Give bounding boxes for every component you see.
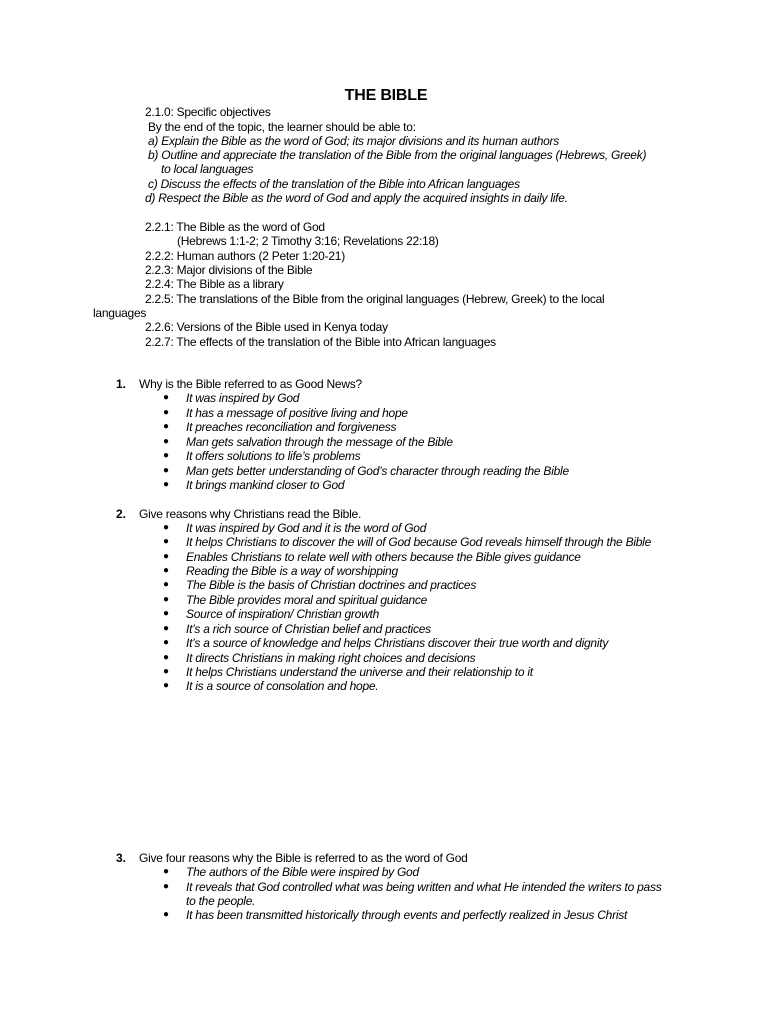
content-2-2-4: 2.2.4: The Bible as a library bbox=[145, 277, 284, 291]
bullet-icon: ● bbox=[163, 909, 170, 920]
q2-answer: The Bible is the basis of Christian doctrines and practices bbox=[186, 578, 477, 592]
q2-answer: It directs Christians in making right choices and decisions bbox=[186, 651, 476, 665]
content-2-2-2: 2.2.2: Human authors (2 Peter 1:20-21) bbox=[145, 249, 345, 263]
bullet-icon: ● bbox=[163, 479, 170, 490]
bullet-icon: ● bbox=[163, 666, 170, 677]
q2-answer: It was inspired by God and it is the word of God bbox=[186, 521, 427, 535]
objectives-heading: 2.1.0: Specific objectives bbox=[145, 105, 271, 119]
content-2-2-1: 2.2.1: The Bible as the word of God bbox=[145, 220, 325, 234]
content-2-2-3: 2.2.3: Major divisions of the Bible bbox=[145, 263, 313, 277]
q1-answer: It was inspired by God bbox=[186, 391, 300, 405]
bullet-icon: ● bbox=[163, 522, 170, 533]
bullet-icon: ● bbox=[163, 652, 170, 663]
bullet-icon: ● bbox=[163, 450, 170, 461]
question-1-text: Why is the Bible referred to as Good News? bbox=[139, 377, 362, 391]
bullet-icon: ● bbox=[163, 392, 170, 403]
bullet-icon: ● bbox=[163, 594, 170, 605]
question-2-number: 2. bbox=[116, 507, 127, 521]
objective-b-continued: to local languages bbox=[161, 162, 254, 176]
q2-answer: Source of inspiration/ Christian growth bbox=[186, 607, 380, 621]
bullet-icon: ● bbox=[163, 623, 170, 634]
bullet-icon: ● bbox=[163, 436, 170, 447]
bullet-icon: ● bbox=[163, 536, 170, 547]
bullet-icon: ● bbox=[163, 680, 170, 691]
q3-answer: The authors of the Bible were inspired by God bbox=[186, 865, 419, 879]
document-title: THE BIBLE bbox=[344, 87, 428, 104]
objective-d: d) Respect the Bible as the word of God and apply the acquired insights in daily life. bbox=[145, 191, 568, 205]
content-2-2-7: 2.2.7: The effects of the translation of the Bible into African languages bbox=[145, 335, 496, 349]
content-2-2-6: 2.2.6: Versions of the Bible used in Kenya today bbox=[145, 320, 388, 334]
question-3-number: 3. bbox=[116, 851, 127, 865]
q3-answer-continued: to the people. bbox=[186, 894, 256, 908]
objective-c: c) Discuss the effects of the translation of the Bible into African languages bbox=[148, 177, 520, 191]
bullet-icon: ● bbox=[163, 551, 170, 562]
content-2-2-1-references: (Hebrews 1:1-2; 2 Timothy 3:16; Revelations 22:18) bbox=[177, 234, 439, 248]
q2-answer: Reading the Bible is a way of worshipping bbox=[186, 564, 398, 578]
bullet-icon: ● bbox=[163, 421, 170, 432]
q2-answer: It helps Christians to discover the will of God because God reveals himself through the Bible bbox=[186, 535, 651, 549]
content-2-2-5: 2.2.5: The translations of the Bible from the original languages (Hebrew, Greek) to the local bbox=[145, 292, 605, 306]
objective-b: b) Outline and appreciate the translation of the Bible from the original languages (Hebrews, Greek) bbox=[148, 148, 647, 162]
q1-answer: Man gets salvation through the message of the Bible bbox=[186, 435, 453, 449]
q3-answer: It has been transmitted historically through events and perfectly realized in Jesus Christ bbox=[186, 908, 628, 922]
q2-answer: It is a source of consolation and hope. bbox=[186, 679, 379, 693]
bullet-icon: ● bbox=[163, 579, 170, 590]
objective-a: a) Explain the Bible as the word of God; its major divisions and its human authors bbox=[148, 134, 560, 148]
question-2-text: Give reasons why Christians read the Bible. bbox=[139, 507, 362, 521]
content-2-2-5-continued: languages bbox=[93, 306, 147, 320]
q1-answer: It has a message of positive living and hope bbox=[186, 406, 408, 420]
q1-answer: It brings mankind closer to God bbox=[186, 478, 345, 492]
bullet-icon: ● bbox=[163, 407, 170, 418]
bullet-icon: ● bbox=[163, 608, 170, 619]
q1-answer: It preaches reconciliation and forgiveness bbox=[186, 420, 397, 434]
bullet-icon: ● bbox=[163, 637, 170, 648]
q2-answer: It’s a source of knowledge and helps Christians discover their true worth and dignity bbox=[186, 636, 609, 650]
bullet-icon: ● bbox=[163, 866, 170, 877]
q3-answer: It reveals that God controlled what was being written and what He intended the writers to pass bbox=[186, 880, 662, 894]
q2-answer: It’s a rich source of Christian belief and practices bbox=[186, 622, 431, 636]
question-3-text: Give four reasons why the Bible is referred to as the word of God bbox=[139, 851, 468, 865]
question-1-number: 1. bbox=[116, 377, 127, 391]
q2-answer: The Bible provides moral and spiritual guidance bbox=[186, 593, 428, 607]
q1-answer: It offers solutions to life’s problems bbox=[186, 449, 361, 463]
q1-answer: Man gets better understanding of God’s character through reading the Bible bbox=[186, 464, 569, 478]
bullet-icon: ● bbox=[163, 881, 170, 892]
q2-answer: It helps Christians understand the universe and their relationship to it bbox=[186, 665, 533, 679]
objectives-intro: By the end of the topic, the learner should be able to: bbox=[148, 120, 416, 134]
q2-answer: Enables Christians to relate well with others because the Bible gives guidance bbox=[186, 550, 581, 564]
bullet-icon: ● bbox=[163, 465, 170, 476]
bullet-icon: ● bbox=[163, 565, 170, 576]
